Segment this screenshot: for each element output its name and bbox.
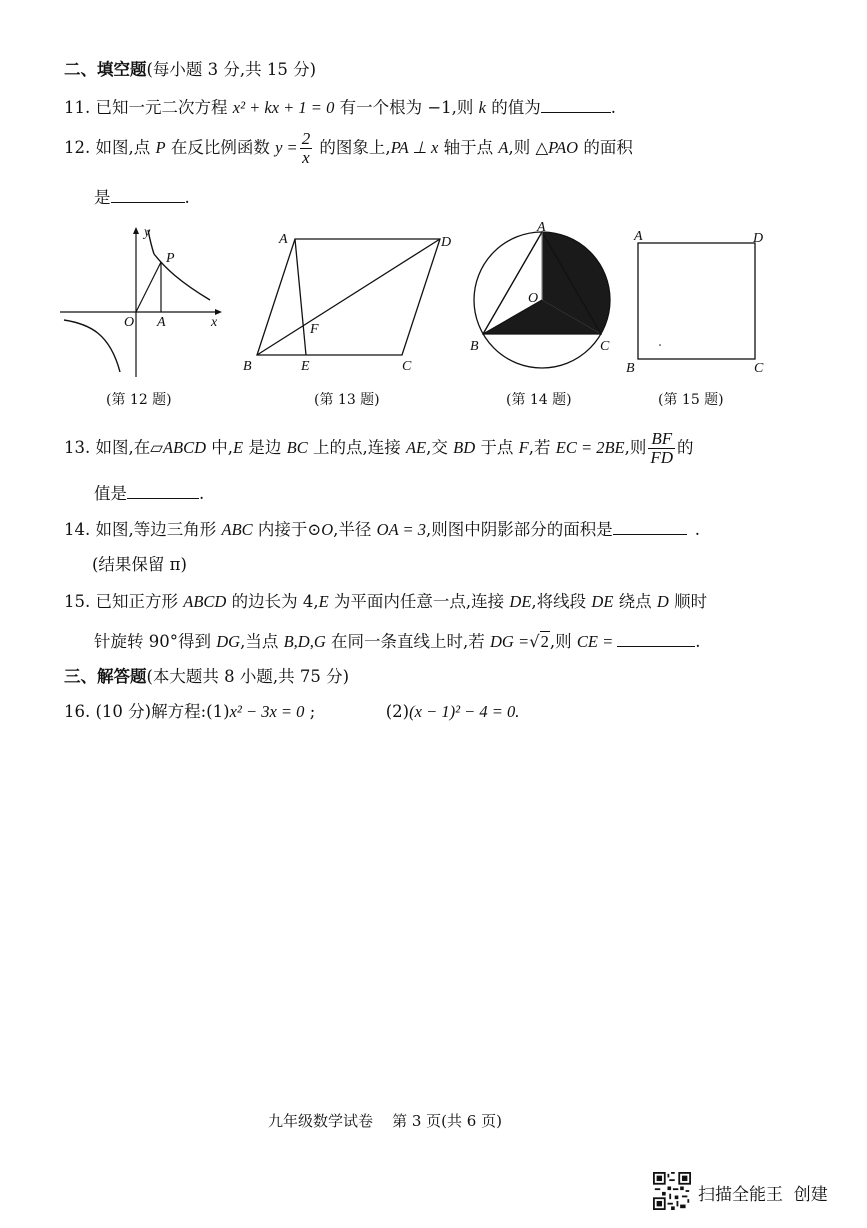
fraction-numerator: BF: [648, 430, 675, 449]
label-d: D: [753, 231, 764, 246]
condition: EC = 2BE: [555, 437, 625, 457]
variable: k: [478, 98, 486, 117]
figure-15: [624, 222, 774, 378]
figure-14: [464, 220, 624, 380]
section-2-header: [64, 60, 316, 80]
condition: DG =: [490, 632, 530, 651]
question-text: ,半径: [333, 520, 377, 539]
label-a: A: [157, 315, 166, 330]
label-b: B: [470, 339, 479, 354]
question-text: 顺时: [668, 592, 708, 611]
segment-name: DE: [509, 592, 532, 611]
segment-name: AE: [405, 437, 427, 457]
label-b: B: [626, 361, 635, 376]
question-number: 13.: [64, 437, 91, 457]
question-11: [64, 98, 616, 118]
section-3-note: (本大题共 8 小题,共 75 分): [146, 667, 350, 686]
question-text: 上的点,连接: [307, 437, 406, 457]
answer-blank[interactable]: [613, 533, 687, 535]
answer-blank[interactable]: [127, 497, 199, 499]
condition: CE =: [576, 632, 614, 651]
question-text: 已知一元二次方程: [95, 98, 233, 117]
page-footer: 九年级数学试卷 第 3 页(共 6 页): [268, 1112, 502, 1130]
question-text: ,则图中阴影部分的面积是: [426, 520, 613, 539]
variable: A: [498, 137, 509, 157]
fraction-numerator: 2: [301, 129, 311, 148]
figure-15-caption: (第 15 题): [658, 392, 724, 408]
question-text: 为平面内任意一点,连接: [328, 592, 510, 611]
segment-name: DE: [591, 592, 614, 611]
question-text: 轴于点: [438, 137, 499, 157]
question-14-line-2: [92, 555, 187, 575]
fraction-denominator: FD: [650, 447, 674, 467]
question-text: 于点: [475, 437, 519, 457]
variable: F: [518, 437, 529, 457]
section-3-title: 三、解答题: [64, 667, 147, 686]
question-text: ,将线段: [531, 592, 592, 611]
triangle-name: PAO: [548, 137, 579, 157]
label-a: A: [537, 220, 546, 235]
answer-blank[interactable]: [111, 201, 185, 203]
question-text: 针旋转 90°得到: [94, 632, 217, 651]
period: .: [184, 188, 190, 207]
function-fraction: [300, 130, 313, 167]
triangle-name: ABC: [221, 520, 253, 539]
question-text: 的: [677, 437, 694, 457]
question-text: 的面积: [578, 137, 633, 157]
question-number: 15.: [64, 592, 91, 611]
part-label: (2): [385, 702, 410, 721]
question-14: [64, 520, 700, 540]
question-text: 是边: [243, 437, 287, 457]
ratio-fraction: [648, 430, 675, 467]
question-text: 中,: [206, 437, 234, 457]
section-2-title: 二、填空题: [64, 60, 147, 79]
equation: x² + kx + 1 = 0: [232, 98, 335, 117]
variable: D: [656, 592, 669, 611]
equation-1: x² − 3x = 0: [229, 702, 305, 721]
answer-blank[interactable]: [541, 111, 611, 113]
period: .: [695, 632, 701, 651]
sqrt-radicand: 2: [540, 632, 549, 651]
answer-blank[interactable]: [617, 645, 695, 647]
question-text: 解方程:(1): [151, 702, 230, 721]
perpendicular-expression: PA ⊥ x: [390, 137, 439, 157]
question-text: 的图象上,: [314, 137, 391, 157]
label-c: C: [754, 361, 764, 376]
question-text: 是: [94, 188, 111, 207]
label-c: C: [600, 339, 610, 354]
label-a: A: [279, 232, 288, 247]
figure-13-caption: (第 13 题): [314, 392, 380, 408]
question-text: ,则 △: [508, 137, 549, 157]
question-number: 16.: [64, 702, 91, 721]
scanner-watermark: 扫描全能王 创建: [698, 1185, 828, 1205]
label-f: F: [310, 322, 319, 337]
question-text: 有一个根为 −1,则: [334, 98, 479, 117]
question-text: 如图,点: [95, 137, 156, 157]
question-text: 如图,在▱: [95, 437, 163, 457]
figure-13: [240, 225, 460, 377]
question-number: 11.: [64, 98, 91, 117]
section-3-header: [64, 667, 349, 687]
figure-14-caption: (第 14 题): [506, 392, 572, 408]
label-o: O: [124, 315, 135, 330]
question-12-line-2: [94, 188, 190, 208]
variable: O: [321, 520, 334, 539]
label-d: D: [441, 235, 452, 250]
question-text: 内接于⊙: [252, 520, 322, 539]
question-text: ,则: [549, 632, 577, 651]
label-a: A: [634, 229, 643, 244]
label-b: B: [243, 359, 252, 374]
question-number: 14.: [64, 520, 91, 539]
section-2-note: (每小题 3 分,共 15 分): [146, 60, 317, 79]
label-p: P: [166, 251, 175, 266]
question-13-line-2: [94, 484, 204, 504]
points-list: B,D,G: [283, 632, 326, 651]
label-x: x: [211, 315, 218, 330]
separator: ;: [309, 702, 316, 721]
question-13: [64, 430, 694, 472]
question-score: (10 分): [95, 702, 152, 721]
question-text: (结果保留 π): [92, 555, 187, 574]
shape-name: ABCD: [162, 437, 207, 457]
variable: P: [155, 137, 166, 157]
question-text: ,若: [528, 437, 556, 457]
question-text: 如图,等边三角形: [95, 520, 222, 539]
question-number: 12.: [64, 137, 91, 157]
figure-12: [60, 222, 230, 382]
segment-name: BC: [286, 437, 308, 457]
fraction-denominator: x: [302, 147, 310, 167]
question-12: [64, 130, 633, 170]
qr-code-icon: [653, 1172, 691, 1210]
sqrt-expression: √2: [529, 632, 549, 651]
question-15-line-2: [94, 632, 700, 652]
question-text: 在同一条直线上时,若: [325, 632, 491, 651]
condition: OA = 3: [376, 520, 427, 539]
shape-name: ABCD: [183, 592, 227, 611]
question-text: 的值为: [485, 98, 541, 117]
question-text: ,交: [426, 437, 454, 457]
label-y: y: [144, 225, 151, 240]
question-15: [64, 592, 707, 612]
figure-12-caption: (第 12 题): [106, 392, 172, 408]
variable: E: [318, 592, 329, 611]
question-text: 在反比例函数: [165, 137, 276, 157]
equation-2: (x − 1)² − 4 = 0.: [409, 702, 520, 721]
question-text: 值是: [94, 484, 127, 503]
variable: E: [233, 437, 244, 457]
function-lhs: y =: [275, 137, 298, 157]
label-o: O: [528, 291, 539, 306]
period: .: [199, 484, 205, 503]
question-16: [64, 702, 519, 722]
segment-name: DG: [216, 632, 241, 651]
label-e: E: [301, 359, 310, 374]
segment-name: BD: [453, 437, 476, 457]
label-c: C: [402, 359, 412, 374]
question-text: ,当点: [240, 632, 284, 651]
question-text: 的边长为 4,: [226, 592, 319, 611]
question-text: 绕点: [613, 592, 657, 611]
period: .: [610, 98, 616, 117]
question-text: ,则: [624, 437, 647, 457]
question-text: 已知正方形: [95, 592, 184, 611]
period: .: [694, 520, 701, 539]
